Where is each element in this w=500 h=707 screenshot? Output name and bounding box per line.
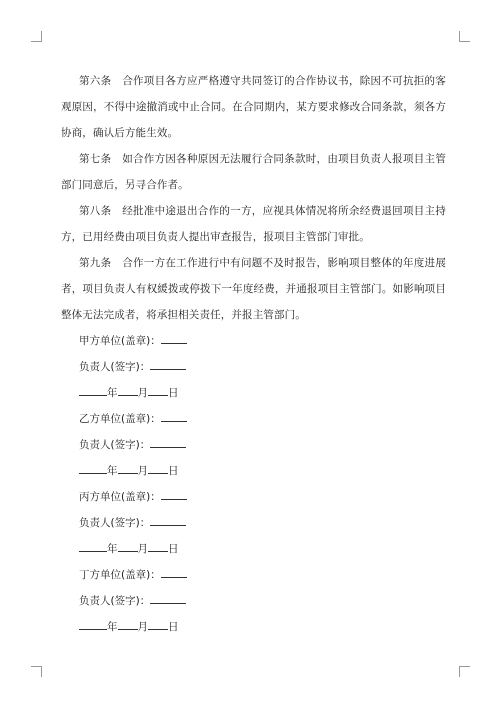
year-label: 年: [107, 465, 118, 477]
clause-6: 第六条 合作项目各方应严格遵守共同签订的合作协议书，除因不可抗拒的客观原因，不得中途撤消或中止合同。在合同期内，某方要求修改合同条款，须各方协商，确认后方能生效。: [61, 75, 446, 139]
person-sign-label: 负责人(签字)：: [79, 361, 151, 373]
month-label: 月: [137, 387, 148, 399]
year-label: 年: [107, 543, 118, 555]
person-sign-label: 负责人(签字)：: [79, 517, 151, 529]
month-label: 月: [137, 465, 148, 477]
year-label: 年: [107, 621, 118, 633]
person-sign-label: 负责人(签字)：: [79, 595, 151, 607]
year-blank[interactable]: [79, 463, 107, 474]
year-label: 年: [107, 387, 118, 399]
crop-mark-top-left: [31, 31, 42, 42]
signature-date-line: [61, 614, 446, 640]
unit-seal-label: 丁方单位(盖章)：: [79, 569, 161, 581]
signature-person-line: [61, 510, 446, 536]
unit-seal-blank[interactable]: [161, 411, 187, 422]
unit-seal-label: 甲方单位(盖章)：: [79, 335, 161, 347]
clause-8: 第八条 经批准中途退出合作的一方，应视具体情况将所余经费退回项目主持方，已用经费由项目负责人提出审查报告，报项目主管部门审批。: [61, 205, 446, 243]
person-sign-label: 负责人(签字)：: [79, 439, 151, 451]
signature-unit-line: [61, 406, 446, 432]
signature-date-line: [61, 458, 446, 484]
day-blank[interactable]: [148, 619, 168, 630]
crop-mark-bottom-left: [31, 666, 42, 677]
unit-seal-label: 丙方单位(盖章)：: [79, 491, 161, 503]
year-blank[interactable]: [79, 541, 107, 552]
unit-seal-blank[interactable]: [161, 567, 187, 578]
month-label: 月: [137, 621, 148, 633]
day-blank[interactable]: [148, 463, 168, 474]
day-blank[interactable]: [148, 385, 168, 396]
year-blank[interactable]: [79, 619, 107, 630]
signature-date-line: [61, 380, 446, 406]
day-label: 日: [168, 621, 179, 633]
month-blank[interactable]: [118, 385, 138, 396]
clause-7: 第七条 如合作方因各种原因无法履行合同条款时，由项目负责人报项目主管部门同意后，另寻合作者。: [61, 153, 446, 191]
signature-unit-line: [61, 328, 446, 354]
person-sign-blank[interactable]: [150, 437, 186, 448]
day-label: 日: [168, 387, 179, 399]
signature-person-line: [61, 354, 446, 380]
signature-block-party-a: [61, 328, 446, 406]
month-blank[interactable]: [118, 463, 138, 474]
signature-unit-line: [61, 484, 446, 510]
month-blank[interactable]: [118, 541, 138, 552]
signature-date-line: [61, 536, 446, 562]
month-label: 月: [137, 543, 148, 555]
unit-seal-label: 乙方单位(盖章)：: [79, 413, 161, 425]
signature-block-party-b: [61, 406, 446, 484]
signature-block-party-d: [61, 562, 446, 640]
day-label: 日: [168, 543, 179, 555]
signature-person-line: [61, 432, 446, 458]
day-blank[interactable]: [148, 541, 168, 552]
year-blank[interactable]: [79, 385, 107, 396]
unit-seal-blank[interactable]: [161, 489, 187, 500]
crop-mark-bottom-right: [459, 666, 470, 677]
day-label: 日: [168, 465, 179, 477]
person-sign-blank[interactable]: [150, 359, 186, 370]
person-sign-blank[interactable]: [150, 593, 186, 604]
signature-block-party-c: [61, 484, 446, 562]
month-blank[interactable]: [118, 619, 138, 630]
crop-mark-top-right: [459, 31, 470, 42]
person-sign-blank[interactable]: [150, 515, 186, 526]
clause-9: 第九条 合作一方在工作进行中有问题不及时报告，影响项目整体的年度进展者，项目负责人有权緩拨或停拨下一年度经费，并通报项目主管部门。如影响项目整体无法完成者，将承担相关责任，并报主管部门。: [61, 257, 446, 321]
signature-unit-line: [61, 562, 446, 588]
signature-person-line: [61, 588, 446, 614]
unit-seal-blank[interactable]: [161, 333, 187, 344]
document-body: [61, 68, 446, 640]
